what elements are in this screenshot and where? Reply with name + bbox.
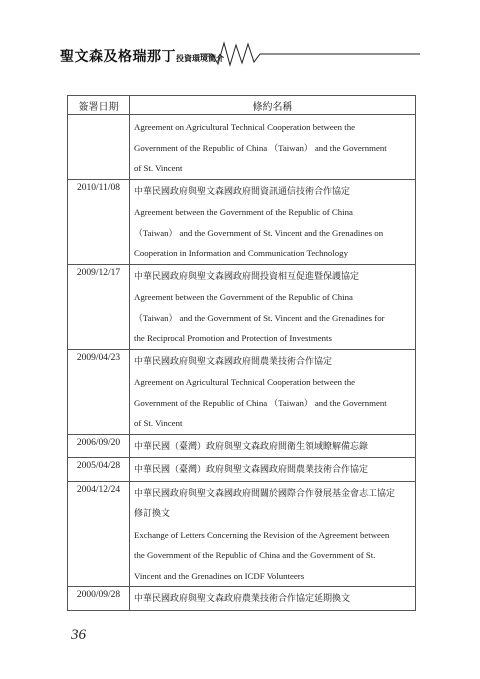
treaty-table (67, 95, 416, 611)
treaty-title-cell (130, 434, 416, 458)
treaty-title-line: Government of the Republic of China （Taiwan） and the Government (134, 142, 387, 153)
treaty-title-line: Agreement on Agricultural Technical Cooperation between the (134, 377, 356, 387)
treaty-title-line: 中華民國（臺灣）政府與聖文森國政府間農業技術合作協定 (134, 465, 369, 475)
treaty-title-cell (130, 115, 416, 180)
treaty-title-line: 中華民國政府與聖文森政府農業技術合作協定延期換文 (134, 594, 351, 604)
treaty-title-cell (130, 587, 416, 611)
treaty-title-cell (130, 179, 416, 264)
table-row (68, 434, 416, 458)
treaty-title-line: Vincent and the Grenadines on ICDF Volunteers (134, 570, 305, 581)
treaty-title-line: Agreement between the Government of the Republic of China (134, 207, 353, 217)
treaty-title-line: 修訂換文 (134, 509, 171, 519)
column-header-date: 簽署日期 (68, 96, 130, 115)
header-title-main: 聖文森及格瑞那丁 (60, 49, 176, 65)
signing-date-cell: 2004/12/24 (68, 481, 130, 587)
treaty-title-line: （Taiwan） and the Government of St. Vincent and the Grenadines on (134, 227, 384, 238)
treaty-table-container (67, 95, 415, 611)
signing-date-cell (68, 115, 130, 180)
treaty-title-line: 中華民國（臺灣）政府與聖文森政府間衛生領域瞭解備忘錄 (134, 441, 369, 452)
treaty-title-cell (130, 264, 416, 349)
signing-date-cell: 2005/04/28 (68, 458, 130, 482)
treaty-title-line: of St. Vincent (134, 163, 183, 173)
table-row (68, 481, 416, 587)
table-row (68, 179, 416, 264)
treaty-title-line: Cooperation in Information and Communication Technology (134, 248, 348, 258)
signing-date-cell: 2010/11/08 (68, 179, 130, 264)
header-subtitle: 投資環境簡介 (176, 54, 224, 63)
treaty-title-line: Exchange of Letters Concerning the Revision of the Agreement between (134, 529, 390, 540)
table-row (68, 587, 416, 611)
table-body (68, 115, 416, 611)
signing-date-cell: 2006/09/20 (68, 434, 130, 458)
signing-date-cell: 2009/04/23 (68, 349, 130, 434)
treaty-title-line: the Government of the Republic of China and the Government of St. (134, 550, 376, 560)
treaty-title-line: the Reciprocal Promotion and Protection of Investments (134, 333, 332, 343)
treaty-title-line: 中華民國政府與聖文森國政府間農業技術合作協定 (134, 356, 333, 367)
heartbeat-line-icon (200, 40, 420, 68)
treaty-title-line: 中華民國政府與聖文森國政府間投資相互促進暨保護協定 (134, 271, 360, 282)
treaty-title-line: 中華民國政府與聖文森國政府間關於國際合作發展基金會志工協定 (134, 488, 396, 499)
treaty-title-line: （Taiwan） and the Government of St. Vincent and the Grenadines for (134, 312, 385, 323)
treaty-title-line: Agreement on Agricultural Technical Cooperation between the (134, 122, 356, 132)
treaty-title-cell (130, 481, 416, 587)
table-row (68, 349, 416, 434)
column-header-title: 條約名稱 (130, 96, 416, 115)
treaty-title-line: 中華民國政府與聖文森國政府間資訊通信技術合作協定 (134, 186, 351, 197)
treaty-title-cell (130, 349, 416, 434)
page-number: 36 (71, 627, 86, 643)
signing-date-cell: 2009/12/17 (68, 264, 130, 349)
treaty-title-line: Agreement between the Government of the Republic of China (134, 292, 353, 302)
table-row (68, 458, 416, 482)
treaty-title-line: of St. Vincent (134, 418, 183, 428)
signing-date-cell: 2000/09/28 (68, 587, 130, 611)
running-header (60, 40, 420, 68)
table-row (68, 115, 416, 180)
table-header-row (68, 96, 416, 115)
table-row (68, 264, 416, 349)
treaty-title-line: Government of the Republic of China （Taiwan） and the Government (134, 397, 387, 408)
treaty-title-cell (130, 458, 416, 482)
